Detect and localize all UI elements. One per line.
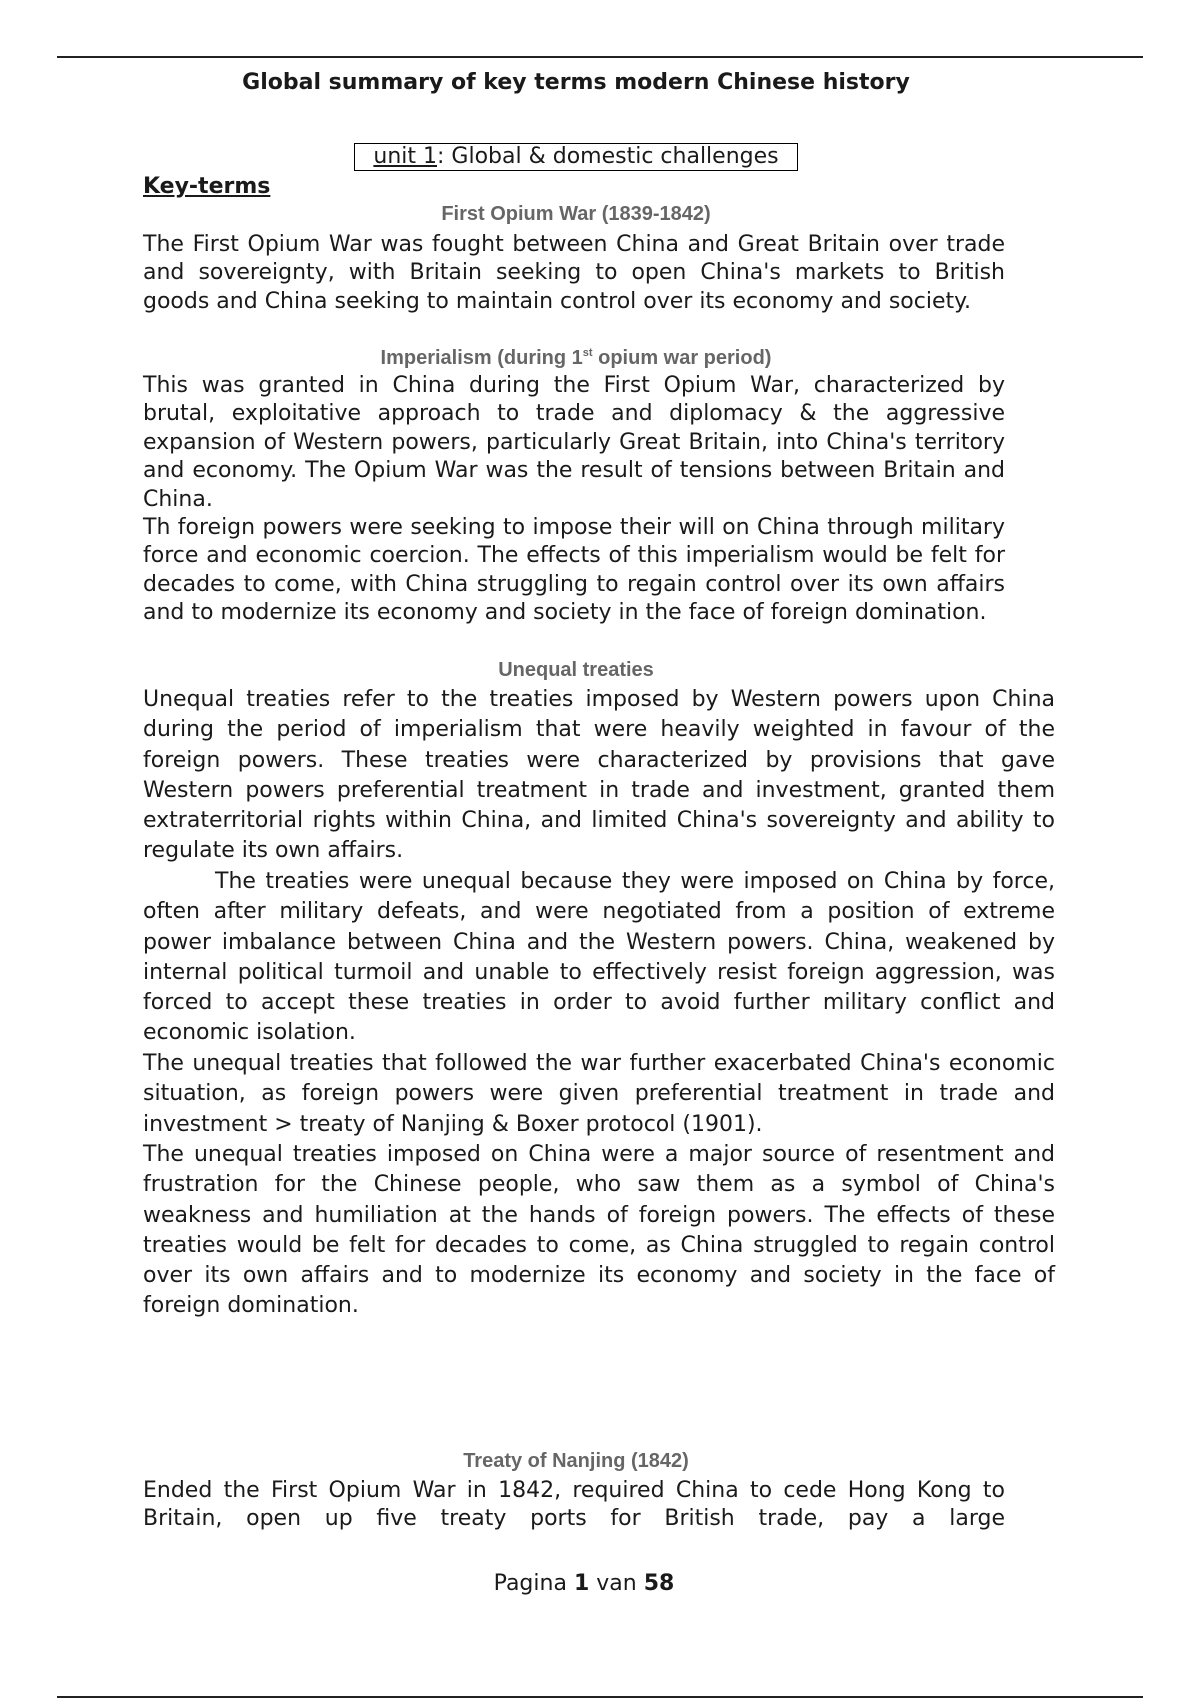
unit-heading: [354, 143, 798, 171]
paragraph-imperialism-1: This was granted in China during the First Opium War, characterized by brutal, exploitative approach to trade and diplomacy & the aggressive expansion of Western powers, particularly Great Britain, into China's territory and economy. The Opium War was the result of tensions between Britain and China.: [143, 373, 1005, 512]
paragraph-first-opium-war: The First Opium War was fought between China and Great Britain over trade and sovereignty, with Britain seeking to open China's markets to British goods and China seeking to maintain control over its economy and society.: [143, 232, 1005, 314]
paragraph-treaty-of-nanjing: Ended the First Opium War in 1842, required China to cede Hong Kong to Britain, open up five treaty ports for British trade, pay a large: [143, 1478, 1005, 1532]
unit-label: unit 1: [373, 144, 438, 169]
paragraph-unequal-treaties-1: Unequal treaties refer to the treaties imposed by Western powers upon China during the period of imperialism that were heavily weighted in favour of the foreign powers. These treaties were characterized by provisions that gave Western powers preferential treatment in trade and investment, granted them extraterritorial rights within China, and limited China's sovereignty and ability to regulate its own affairs.: [143, 687, 1055, 864]
paragraph-imperialism-2: Th foreign powers were seeking to impose their will on China through military force and economic coercion. The effects of this imperialism would be felt for decades to come, with China struggling to regain control over its own affairs and to modernize its economy and society in the face of foreign domination.: [143, 515, 1005, 626]
page-number-footer: Pagina 1 van 58: [493, 1571, 675, 1596]
paragraph-unequal-treaties-2: The treaties were unequal because they were imposed on China by force, often after military defeats, and were negotiated from a position of extreme power imbalance between China and the Western powers. China, weakened by internal political turmoil and unable to effectively resist foreign aggression, was forced to accept these treaties in order to avoid further military conflict and economic isolation.: [143, 869, 1055, 1046]
section-title-treaty-of-nanjing: Treaty of Nanjing (1842): [463, 1450, 689, 1472]
section-title-imperialism: Imperialism (during 1st opium war period): [380, 347, 772, 369]
paragraph-unequal-treaties-3: The unequal treaties that followed the war further exacerbated China's economic situation, as foreign powers were given preferential treatment in trade and investment > treaty of Nanjing & Boxer protocol (1901).: [143, 1051, 1055, 1137]
total-pages: 58: [643, 1571, 675, 1596]
section-title-unequal-treaties: Unequal treaties: [498, 659, 654, 681]
bottom-rule: [57, 1696, 1143, 1698]
key-terms-heading: Key-terms: [143, 174, 271, 199]
current-page: 1: [573, 1571, 590, 1596]
document-title: Global summary of key terms modern Chinese history: [242, 70, 910, 95]
section-title-first-opium-war: First Opium War (1839-1842): [441, 203, 711, 225]
paragraph-unequal-treaties-4: The unequal treaties imposed on China were a major source of resentment and frustration for the Chinese people, who saw them as a symbol of China's weakness and humiliation at the hands of foreign powers. The effects of these treaties would be felt for decades to come, as China struggled to regain control over its own affairs and to modernize its economy and society in the face of foreign domination.: [143, 1142, 1055, 1319]
unit-title: : Global & domestic challenges: [437, 144, 779, 169]
top-rule: [57, 56, 1143, 58]
